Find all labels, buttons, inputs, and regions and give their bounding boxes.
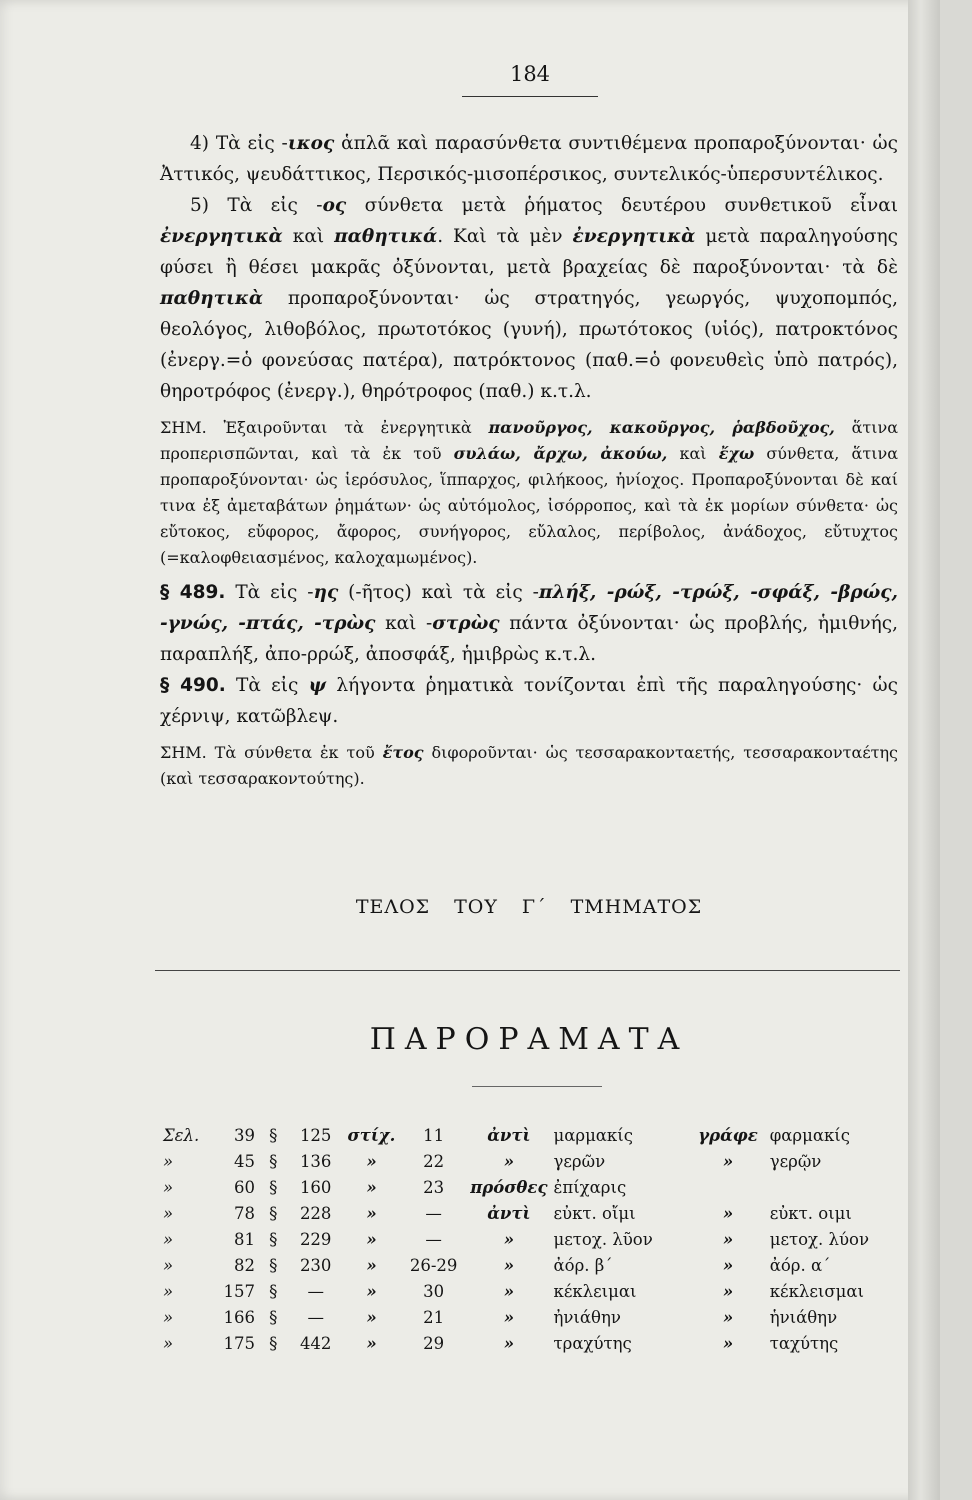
end-of-section-title [160,896,898,918]
errata-cell-wrong: εὐκτ. οἴμι [553,1203,636,1223]
errata-cell-sel: » [163,1151,174,1171]
errata-table-body [160,1122,872,1356]
paragraph-5 [160,190,898,407]
errata-row [160,1330,872,1356]
errata-cell-grafe: » [722,1307,734,1327]
errata-cell-stix: » [366,1333,377,1353]
errata-cell-page: 82 [234,1255,256,1275]
errata-cell-sym: § [269,1125,278,1145]
emphasis: ος [322,195,347,216]
text-run: 5) Τὰ εἰς - [190,195,323,216]
text-run: διφοροῦνται· ὡς τεσσαρακονταετής, τεσσαρακονταέτης (καὶ τεσσαρακοντούτης). [160,743,899,788]
errata-cell-stix: » [366,1229,377,1249]
emphasis: πανοῦργος, κακοῦργος, ῥαβδοῦχος, [488,418,835,437]
errata-cell-grafe: » [722,1333,734,1353]
text-run: πάντα ὀξύνονται· ὡς προβλής, ἡμιθνής, παραπλήξ, ἀπο-ρρώξ, ἀποσφάξ, ἡμιβρὼς κ.τ.λ. [160,613,898,665]
errata-cell-grafe: » [722,1151,734,1171]
errata-cell-par: 229 [299,1229,332,1249]
errata-cell-sym: § [269,1151,278,1171]
emphasis: ης [313,582,339,603]
divider-rule [155,970,900,971]
end-title-word: ΤΟΥ [454,896,498,918]
errata-cell-line: 11 [423,1125,445,1145]
errata-cell-stix: » [366,1177,377,1197]
errata-cell-sel: » [163,1203,174,1223]
errata-title-rule [472,1086,602,1087]
errata-cell-line: 21 [423,1307,445,1327]
errata-cell-line: — [425,1229,442,1249]
errata-cell-stix: » [366,1281,377,1301]
errata-cell-right: ταχύτης [769,1333,839,1353]
errata-cell-ant: » [503,1255,514,1275]
errata-cell-sym: § [269,1203,278,1223]
errata-table [160,1122,872,1356]
text-run: . Καὶ τὰ μὲν [437,226,573,247]
errata-cell-stix: » [366,1255,377,1275]
errata-cell-sel: » [163,1177,174,1197]
errata-cell-page: 39 [234,1125,256,1145]
text-run: καὶ [667,444,719,463]
errata-row [160,1278,872,1304]
text-run: (-ῆτος) καὶ τὰ εἰς - [338,582,539,603]
errata-cell-ant: » [503,1333,514,1353]
errata-cell-right: μετοχ. λύον [769,1229,869,1249]
errata-cell-grafe: » [722,1255,734,1275]
errata-cell-sym: § [269,1177,278,1197]
emphasis: παθητικὰ [160,288,264,309]
errata-cell-ant: » [503,1281,514,1301]
main-text [160,128,898,792]
section-490 [160,670,898,732]
errata-cell-line: 26-29 [409,1255,458,1275]
emphasis: ἔτος [382,743,424,762]
text-run: σύνθετα μετὰ ῥήματος δευτέρου συνθετικοῦ εἶναι [346,195,898,216]
errata-cell-line: 22 [423,1151,445,1171]
errata-cell-grafe: » [722,1203,734,1223]
errata-cell-ant: » [503,1229,514,1249]
text-run: Τὰ εἰς [225,675,309,696]
errata-cell-sym: § [269,1281,278,1301]
errata-cell-page: 175 [223,1333,256,1353]
errata-cell-sel: » [163,1255,174,1275]
errata-cell-par: 230 [299,1255,332,1275]
errata-row [160,1174,872,1200]
errata-cell-wrong: ἀόρ. β΄ [553,1255,613,1275]
text-run: προπαροξύνονται· ὡς στρατηγός, γεωργός, ψυχοπομπός, θεολόγος, λιθοβόλος, πρωτοτόκος (γυνή), πρωτότοκος (υἱός), πατροκτόνος (ἐνεργ.=ὁ φονεύσας πατέρα), πατρόκτονος (παθ.=ὁ φονευθεὶς ὑπὸ πατρός), θηροτρόφος (ἐνεργ.), θηρότροφος (παθ.) κ.τ.λ. [160,288,898,402]
text-run: λήγοντα ῥηματικὰ τονίζονται ἐπὶ τῆς παραληγούσης· ὡς χέρνιψ, κατῶβλεψ. [160,675,898,727]
emphasis: ἔχω [718,444,755,463]
text-run: 4) Τὰ εἰς - [190,133,288,154]
errata-cell-page: 81 [234,1229,256,1249]
errata-cell-sel: » [163,1307,174,1327]
errata-cell-sym: § [269,1229,278,1249]
emphasis: στρὼς [432,613,500,634]
text-run: ΣΗΜ. Τὰ σύνθετα ἐκ τοῦ [160,743,383,762]
emphasis: παθητικά [334,226,438,247]
errata-cell-par: 442 [299,1333,332,1353]
errata-cell-right [767,1174,872,1200]
end-title-word: ΤΜΗΜΑΤΟΣ [570,896,703,918]
errata-cell-stix: » [366,1151,377,1171]
errata-cell-ant: ἀντὶ [487,1125,531,1145]
errata-cell-wrong: τραχύτης [553,1333,632,1353]
emphasis: συλάω, ἄρχω, ἀκούω, [453,444,668,463]
errata-cell-page: 45 [234,1151,256,1171]
note-1 [160,415,898,571]
errata-cell-right: γερῷν [769,1151,822,1171]
errata-cell-ant: » [503,1151,514,1171]
errata-cell-par: — [307,1307,324,1327]
errata-cell-line: 29 [423,1333,445,1353]
errata-title: ΠΑΡΟΡΑΜΑΤΑ [369,1022,689,1057]
errata-cell-par: 228 [299,1203,332,1223]
errata-cell-ant: πρόσθες [470,1177,548,1197]
errata-cell-sel: » [163,1281,174,1301]
errata-cell-wrong: ἐπίχαρις [553,1177,627,1197]
end-title-word: Γ΄ [521,896,547,918]
errata-cell-right: ἡνιάθην [769,1307,838,1327]
paragraph-4 [160,128,898,190]
end-title-word: ΤΕΛΟΣ [355,896,431,918]
errata-cell-line: 23 [423,1177,445,1197]
errata-cell-ant: » [503,1307,514,1327]
errata-cell-sel: » [163,1333,174,1353]
errata-cell-grafe: » [722,1229,734,1249]
emphasis: ἐνεργητικὰ [572,226,696,247]
emphasis: ψ [308,675,327,696]
errata-cell-wrong: ἠνιάθην [553,1307,621,1327]
errata-cell-wrong: γερῶν [553,1151,606,1171]
errata-cell-stix: » [366,1203,377,1223]
errata-cell-sym: § [269,1307,278,1327]
text-run: Τὰ εἰς - [225,582,314,603]
errata-cell-grafe: γράφε [698,1125,758,1145]
errata-cell-wrong: μαρμακίς [553,1125,633,1145]
errata-cell-sel: » [163,1229,174,1249]
text-run: ἅτινα προπερισπῶνται, καὶ τὰ ἐκ τοῦ [160,418,899,463]
errata-row [160,1122,872,1148]
errata-cell-sel: Σελ. [163,1125,200,1145]
errata-cell-wrong: μετοχ. λῦον [553,1229,653,1249]
page-edge-shadow [908,0,940,1500]
emphasis: πλήξ, -ρώξ, -τρώξ, -σφάξ, -βρώς, -γνώς, -πτάς, -τρὼς [160,582,898,634]
text-run: ΣΗΜ. Ἐξαιροῦνται τὰ ἐνεργητικὰ [160,418,489,437]
errata-cell-page: 78 [234,1203,256,1223]
errata-cell-page: 157 [223,1281,256,1301]
section-number: § 490. [160,675,226,696]
errata-cell-stix: » [366,1307,377,1327]
text-run: μετὰ παραληγούσης φύσει ἢ θέσει μακρᾶς ὀξύνονται, μετὰ βραχείας δὲ παροξύνονται· τὰ δὲ [160,226,898,278]
text-run: ἁπλᾶ καὶ παρασύνθετα συντιθέμενα προπαροξύνονται· ὡς Ἀττικός, ψευδάττικος, Περσικός-μισοπέρσικος, συντελικός-ὑπερσυντέλικος. [160,133,898,185]
errata-cell-sym: § [269,1333,278,1353]
errata-cell-grafe: » [722,1281,734,1301]
text-run: σύνθετα, ἅτινα προπαροξύνονται· ὡς ἱερόσυλος, ἵππαρχος, φιλήκοος, ἡνίοχος. Προπαροξύνονται δὲ καί τινα ἐξ ἀμεταβάτων ῥημάτων· ὡς αὐτόμολος, ἰσόρροπος, καὶ τὰ ἐκ μορίων σύνθετα· ὡς εὔτοκος, εὔφορος, ἄφορος, συνήγορος, εὔλαλος, περίβολος, ἀνάδοχος, εὔτυχτος (=καλοφθειασμένος, καλοχαμωμένος). [160,444,899,567]
section-number: § 489. [160,582,226,603]
note-2 [160,740,898,792]
errata-cell-right: φαρμακίς [769,1125,851,1145]
errata-cell-right: ἀόρ. α΄ [769,1255,831,1275]
emphasis: ἐνεργητικὰ [160,226,283,247]
emphasis: ικος [287,133,335,154]
errata-cell-page: 166 [223,1307,256,1327]
page-number: 184 [509,62,551,86]
errata-cell-right: εὐκτ. οιμι [769,1203,852,1223]
text-run: καὶ - [375,613,433,634]
errata-cell-line: 30 [423,1281,445,1301]
errata-cell-stix: στίχ. [347,1125,396,1145]
errata-row [160,1148,872,1174]
errata-cell-line: — [425,1203,442,1223]
errata-row [160,1304,872,1330]
errata-cell-page: 60 [234,1177,256,1197]
errata-cell-par: 125 [299,1125,332,1145]
errata-row [160,1200,872,1226]
errata-cell-par: 160 [299,1177,332,1197]
page-number-rule [462,96,598,97]
section-489 [160,577,898,670]
errata-row [160,1252,872,1278]
text-run: καὶ [282,226,335,247]
errata-cell-grafe [689,1174,766,1200]
errata-cell-right: κέκλεισμαι [769,1281,864,1301]
errata-cell-par: — [307,1281,324,1301]
errata-cell-ant: ἀντὶ [487,1203,531,1223]
errata-row [160,1226,872,1252]
errata-cell-par: 136 [299,1151,332,1171]
errata-cell-wrong: κέκλειμαι [553,1281,637,1301]
errata-cell-sym: § [269,1255,278,1275]
